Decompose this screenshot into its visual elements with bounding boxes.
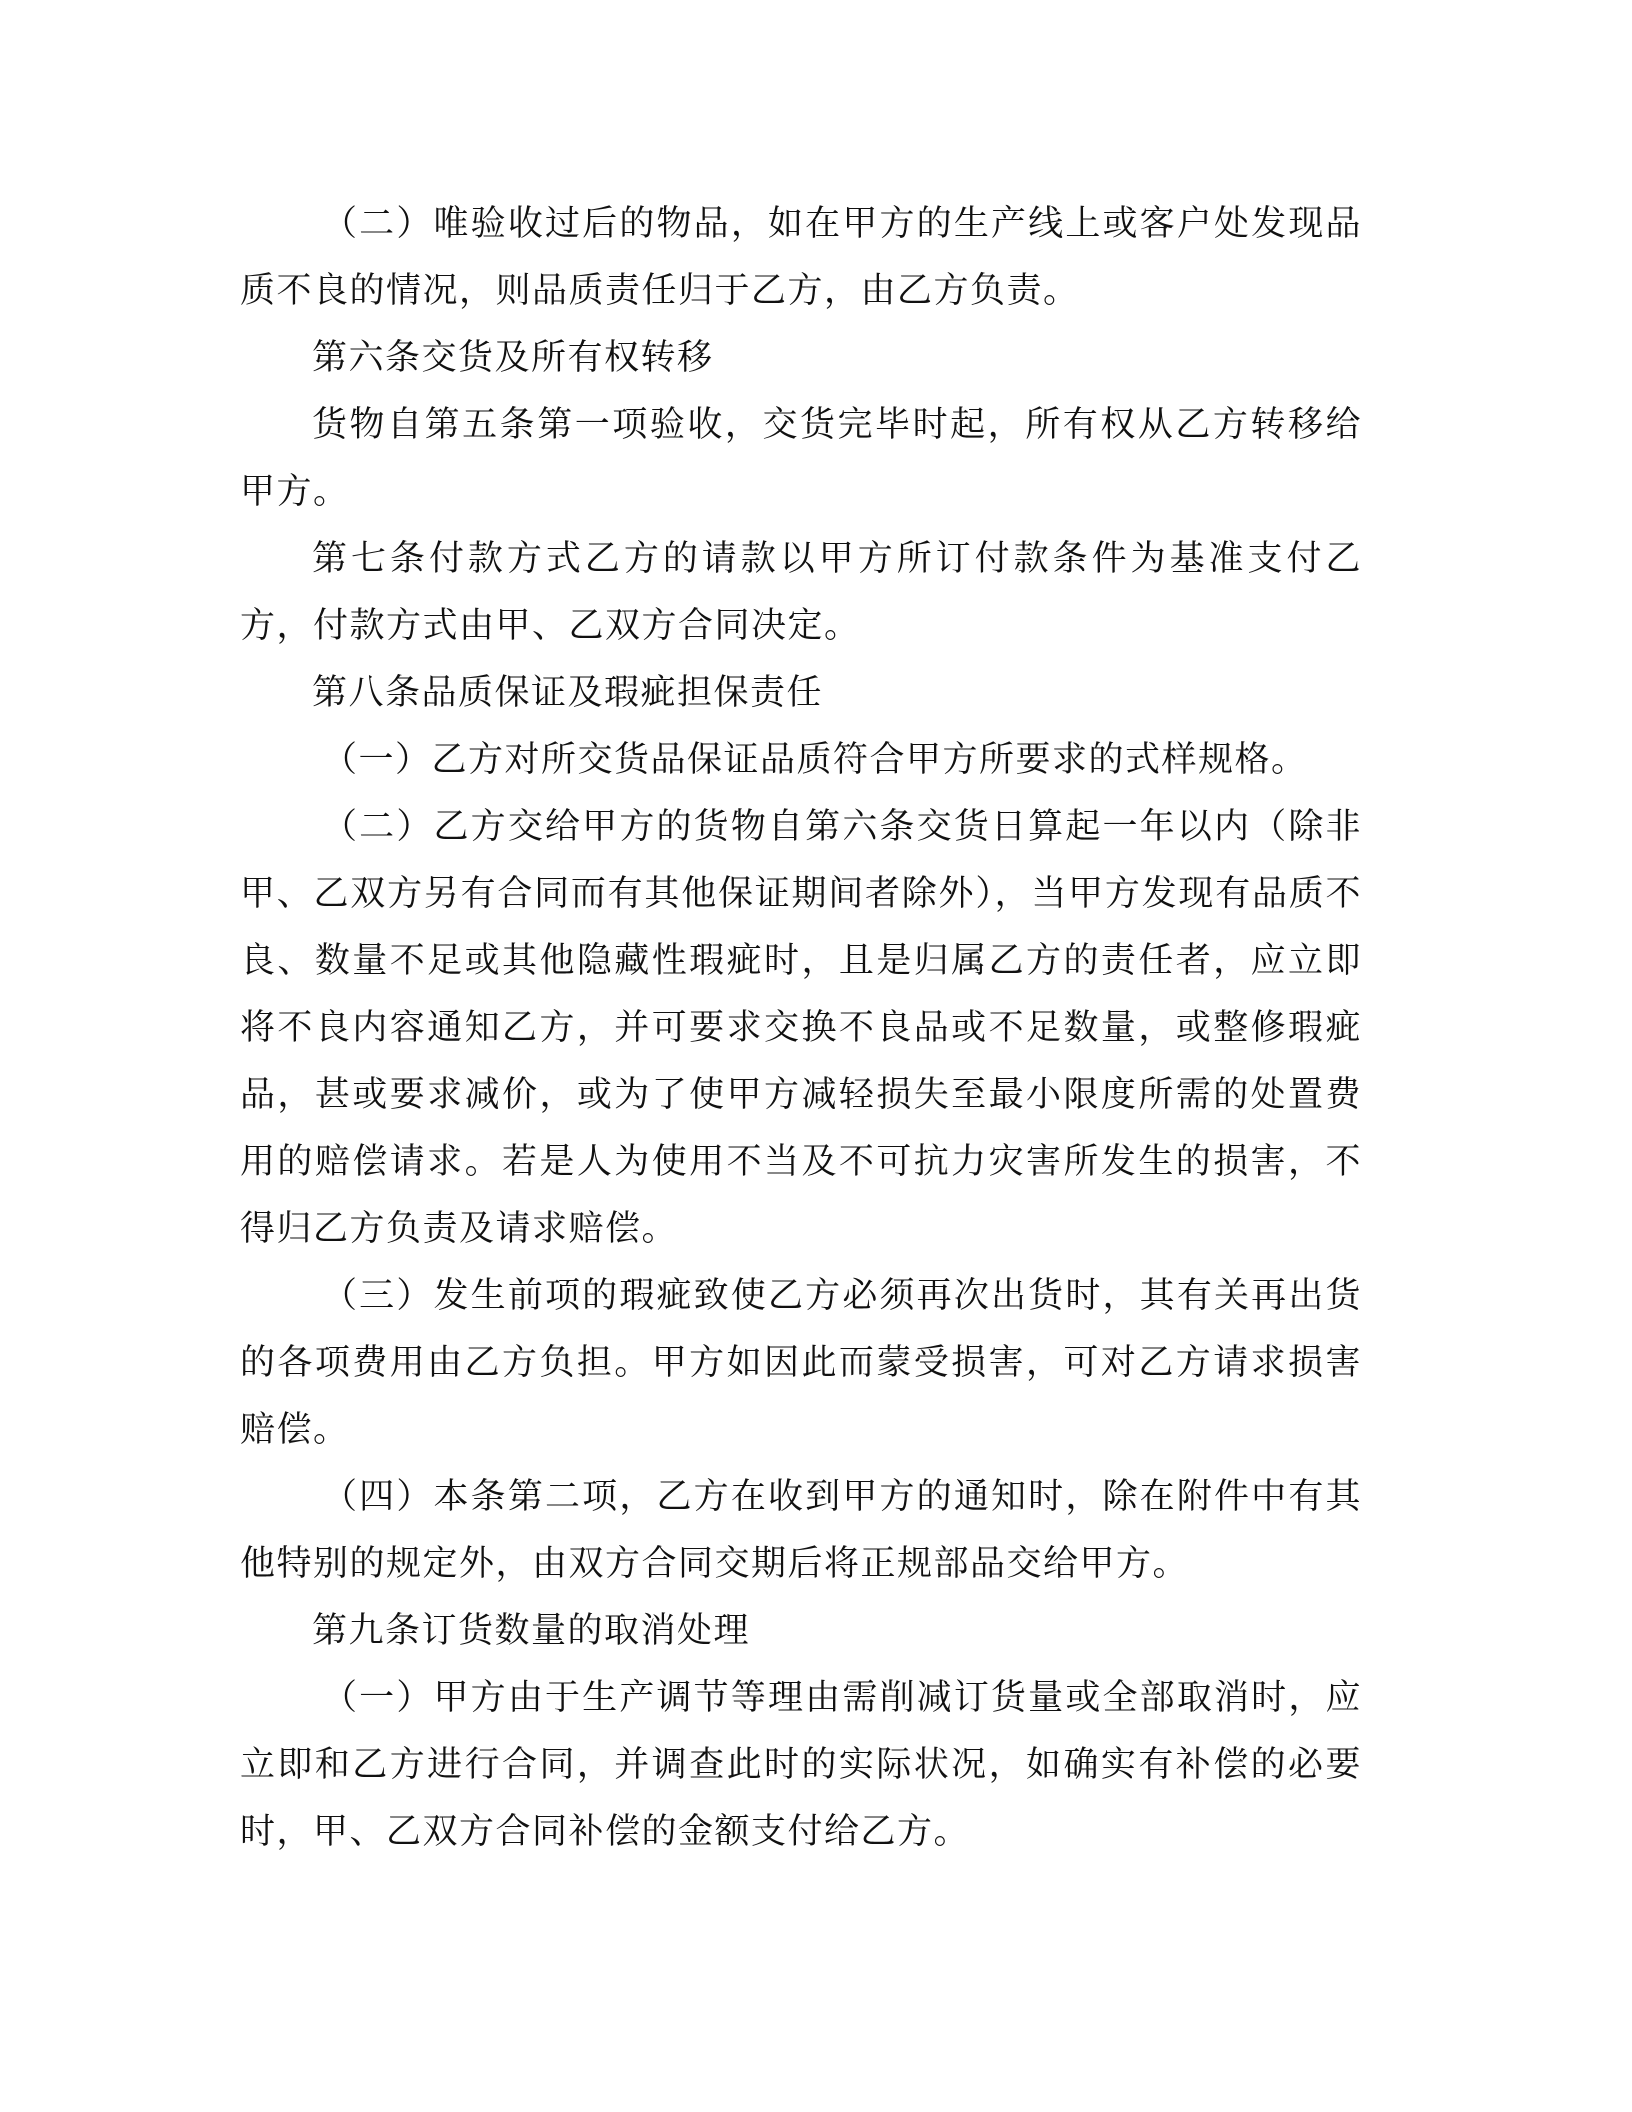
article-7-body: 第七条付款方式乙方的请款以甲方所订付款条件为基准支付乙方，付款方式由甲、乙双方合同决定。: [240, 539, 1362, 646]
paragraph-8-3: （三）发生前项的瑕疵致使乙方必须再次出货时，其有关再出货的各项费用由乙方负担。甲方如因此而蒙受损害，可对乙方请求损害赔偿。: [240, 1276, 1362, 1450]
document-body: [240, 191, 1362, 1866]
article-9-heading: 第九条订货数量的取消处理: [312, 1611, 751, 1651]
article-6-body: 货物自第五条第一项验收，交货完毕时起，所有权从乙方转移给甲方。: [240, 405, 1362, 512]
paragraph-8-2: （二）乙方交给甲方的货物自第六条交货日算起一年以内（除非甲、乙双方另有合同而有其他保证期间者除外），当甲方发现有品质不良、数量不足或其他隐藏性瑕疵时，且是归属乙方的责任者，应立即将不良内容通知乙方，并可要求交换不良品或不足数量，或整修瑕疵品，甚或要求减价，或为了使甲方减轻损失至最小限度所需的处置费用的赔偿请求。若是人为使用不当及不可抗力灾害所发生的损害，不得归乙方负责及请求赔偿。: [240, 807, 1362, 1249]
paragraph-8-4: （四）本条第二项，乙方在收到甲方的通知时，除在附件中有其他特别的规定外，由双方合同交期后将正规部品交给甲方。: [240, 1477, 1362, 1584]
article-6-heading: 第六条交货及所有权转移: [312, 338, 714, 378]
article-8-heading: 第八条品质保证及瑕疵担保责任: [312, 673, 824, 713]
paragraph-8-1: （一）乙方对所交货品保证品质符合甲方所要求的式样规格。: [322, 740, 1308, 780]
paragraph-5-2: （二）唯验收过后的物品，如在甲方的生产线上或客户处发现品质不良的情况，则品质责任归于乙方，由乙方负责。: [240, 204, 1362, 311]
paragraph-9-1: （一）甲方由于生产调节等理由需削减订货量或全部取消时，应立即和乙方进行合同，并调查此时的实际状况，如确实有补偿的必要时，甲、乙双方合同补偿的金额支付给乙方。: [240, 1678, 1362, 1852]
